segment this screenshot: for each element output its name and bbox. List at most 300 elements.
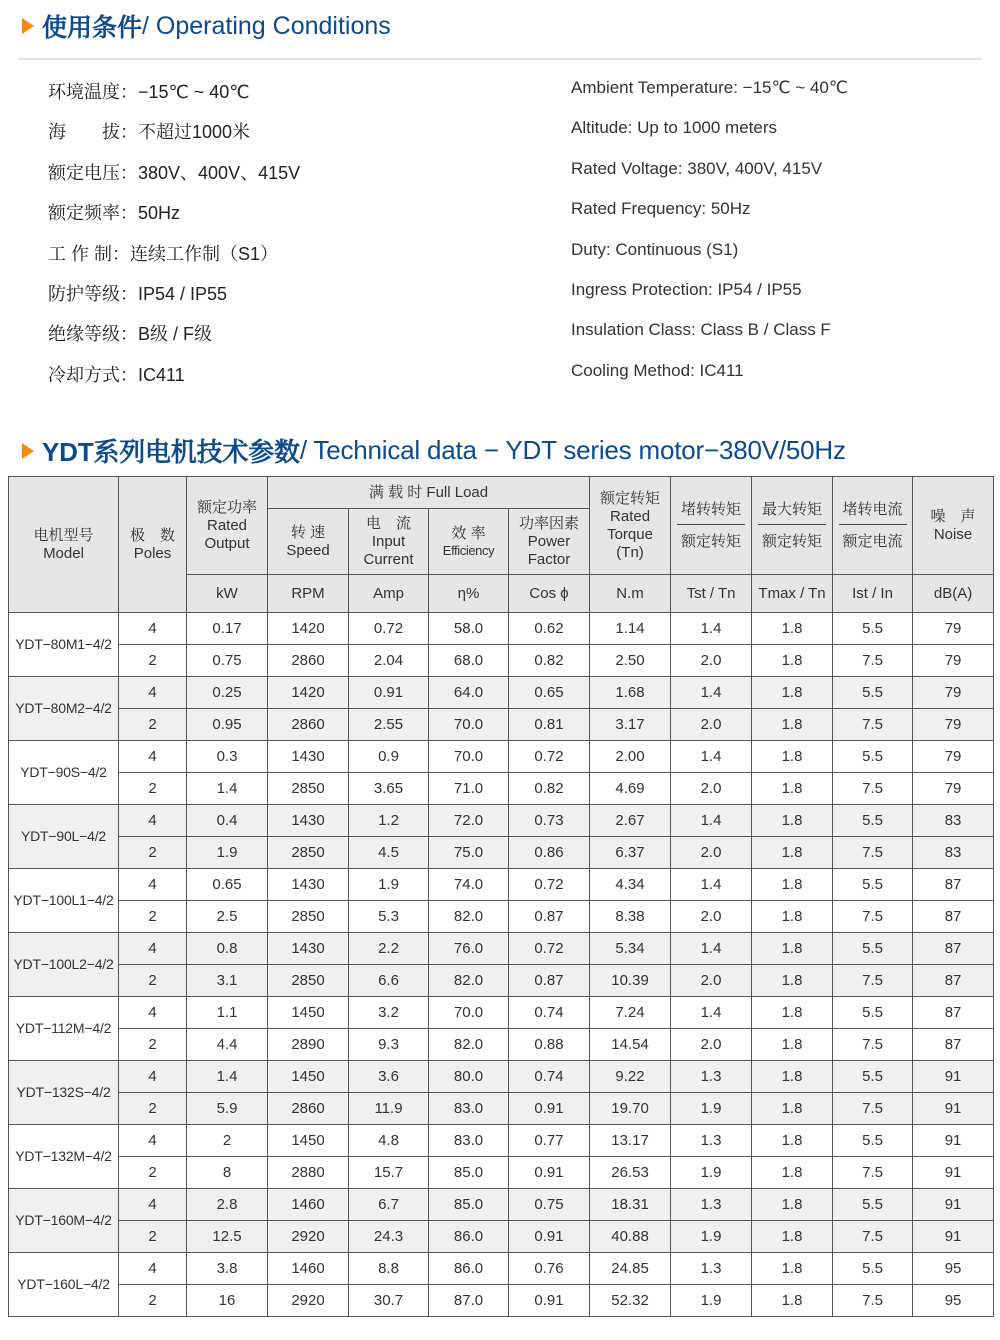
data-cell: 75.0: [429, 837, 509, 869]
data-cell: 83: [913, 805, 994, 837]
data-cell: 1.9: [187, 837, 268, 869]
condition-item: 额定电压：380V、400V、415V: [48, 162, 301, 183]
model-cell: YDT−132S−4/2: [9, 1061, 119, 1125]
header-noise: [913, 477, 994, 575]
data-cell: 1.4: [671, 997, 752, 1029]
data-cell: 3.2: [349, 997, 429, 1029]
data-cell: 7.5: [833, 773, 913, 805]
data-cell: 2.0: [671, 773, 752, 805]
header-efficiency: [429, 509, 509, 575]
model-cell: YDT−90L−4/2: [9, 805, 119, 869]
data-cell: 2.00: [590, 741, 671, 773]
data-cell: 1.8: [752, 1189, 833, 1221]
data-cell: 30.7: [349, 1285, 429, 1317]
data-cell: 13.17: [590, 1125, 671, 1157]
data-cell: 91: [913, 1125, 994, 1157]
data-cell: 71.0: [429, 773, 509, 805]
table-row: [9, 1221, 994, 1253]
data-cell: 70.0: [429, 709, 509, 741]
data-cell: 1420: [268, 613, 349, 645]
condition-item: 冷却方式：IC411: [48, 364, 185, 385]
data-cell: 7.5: [833, 645, 913, 677]
model-group: [9, 997, 994, 1061]
condition-item: Rated Frequency: 50Hz: [571, 199, 751, 219]
data-cell: 2920: [268, 1285, 349, 1317]
technical-data-table: [8, 476, 994, 1317]
data-cell: 0.91: [349, 677, 429, 709]
header-cn: 效 率: [451, 524, 486, 542]
header-cn: 极 数: [129, 526, 175, 544]
header-cn: 噪 声: [930, 507, 976, 525]
data-cell: 2920: [268, 1221, 349, 1253]
data-cell: 9.22: [590, 1061, 671, 1093]
data-cell: 2.50: [590, 645, 671, 677]
data-cell: 0.74: [509, 1061, 590, 1093]
model-group: [9, 1189, 994, 1253]
data-cell: 2: [187, 1125, 268, 1157]
data-cell: 87: [913, 1029, 994, 1061]
data-cell: 2: [119, 1157, 187, 1189]
data-cell: 1.1: [187, 997, 268, 1029]
unit-cell: Cos ϕ: [509, 575, 590, 613]
header-en: Efficiency: [442, 542, 495, 558]
data-cell: 2.0: [671, 1029, 752, 1061]
data-cell: 7.5: [833, 1029, 913, 1061]
data-cell: 1.68: [590, 677, 671, 709]
data-cell: 1.9: [671, 1221, 752, 1253]
table-row: [9, 997, 994, 1029]
data-cell: 2: [119, 965, 187, 997]
table-row: [9, 1157, 994, 1189]
data-cell: 40.88: [590, 1221, 671, 1253]
data-cell: 91: [913, 1157, 994, 1189]
data-cell: 6.37: [590, 837, 671, 869]
data-cell: 3.65: [349, 773, 429, 805]
table-row: [9, 709, 994, 741]
divider: [18, 58, 982, 60]
table-row: [9, 933, 994, 965]
data-cell: 80.0: [429, 1061, 509, 1093]
header-en: Factor: [527, 550, 571, 568]
condition-item: Ingress Protection: IP54 / IP55: [571, 279, 802, 299]
data-cell: 0.17: [187, 613, 268, 645]
data-cell: 0.72: [509, 933, 590, 965]
data-cell: 0.81: [509, 709, 590, 741]
data-cell: 7.5: [833, 837, 913, 869]
condition-item: 防护等级：IP54 / IP55: [48, 283, 228, 304]
data-cell: 87: [913, 901, 994, 933]
data-cell: 1.8: [752, 677, 833, 709]
header-en: Power: [527, 532, 571, 550]
data-cell: 1.3: [671, 1061, 752, 1093]
data-cell: 2860: [268, 645, 349, 677]
unit-cell: dB(A): [913, 575, 994, 613]
data-cell: 7.5: [833, 709, 913, 741]
data-cell: 1.8: [752, 965, 833, 997]
data-cell: 2.0: [671, 965, 752, 997]
data-cell: 2: [119, 645, 187, 677]
data-cell: 7.5: [833, 1093, 913, 1125]
header-power-factor: [509, 509, 590, 575]
header-en: Output: [204, 534, 250, 552]
data-cell: 1460: [268, 1253, 349, 1285]
condition-item: Rated Voltage: 380V, 400V, 415V: [571, 158, 823, 178]
data-cell: 1.9: [349, 869, 429, 901]
data-cell: 0.91: [509, 1093, 590, 1125]
data-cell: 5.5: [833, 677, 913, 709]
header-poles: [119, 477, 187, 613]
data-cell: 4: [119, 613, 187, 645]
data-cell: 2880: [268, 1157, 349, 1189]
data-cell: 2.0: [671, 837, 752, 869]
data-cell: 15.7: [349, 1157, 429, 1189]
data-cell: 0.65: [509, 677, 590, 709]
data-cell: 1.9: [671, 1093, 752, 1125]
data-cell: 87: [913, 965, 994, 997]
data-cell: 0.88: [509, 1029, 590, 1061]
data-cell: 95: [913, 1285, 994, 1317]
data-cell: 91: [913, 1221, 994, 1253]
header-en: Poles: [133, 544, 172, 562]
data-cell: 0.74: [509, 997, 590, 1029]
header-en: Rated: [206, 516, 248, 534]
unit-cell: kW: [187, 575, 268, 613]
data-cell: 0.91: [509, 1285, 590, 1317]
header-en: Speed: [286, 541, 330, 559]
data-cell: 76.0: [429, 933, 509, 965]
title-en: / Technical data − YDT series motor−380V/50Hz: [299, 435, 846, 465]
operating-conditions-title: [22, 8, 391, 44]
header-locked-torque-ratio: [671, 477, 752, 575]
data-cell: 0.77: [509, 1125, 590, 1157]
data-cell: 79: [913, 741, 994, 773]
header-current: [349, 509, 429, 575]
data-cell: 4.69: [590, 773, 671, 805]
header-locked-current-ratio: [833, 477, 913, 575]
table-row: [9, 869, 994, 901]
data-cell: 0.25: [187, 677, 268, 709]
data-cell: 87.0: [429, 1285, 509, 1317]
header-en: Current: [363, 550, 414, 568]
conditions-en-list: [571, 78, 848, 401]
condition-item: 工 作 制：连续工作制（S1）: [48, 243, 279, 264]
data-cell: 5.34: [590, 933, 671, 965]
data-cell: 16: [187, 1285, 268, 1317]
data-cell: 91: [913, 1061, 994, 1093]
data-cell: 2.2: [349, 933, 429, 965]
data-cell: 0.91: [509, 1157, 590, 1189]
data-cell: 0.95: [187, 709, 268, 741]
data-cell: 5.5: [833, 1189, 913, 1221]
data-cell: 5.5: [833, 1061, 913, 1093]
data-cell: 1.3: [671, 1253, 752, 1285]
data-cell: 24.3: [349, 1221, 429, 1253]
data-cell: 0.62: [509, 613, 590, 645]
data-cell: 1.4: [187, 773, 268, 805]
fraction: [839, 501, 907, 551]
data-cell: 1450: [268, 1125, 349, 1157]
model-cell: YDT−100L2−4/2: [9, 933, 119, 997]
model-group: [9, 613, 994, 677]
title-cn: 使用条件: [42, 14, 143, 42]
header-cn: 功率因素: [519, 514, 580, 532]
data-cell: 79: [913, 677, 994, 709]
condition-item: 绝缘等级：B级 / F级: [48, 324, 213, 345]
data-cell: 91: [913, 1189, 994, 1221]
header-en: Input: [371, 532, 406, 550]
condition-item: 环境温度：−15℃ ~ 40℃: [48, 82, 250, 102]
data-cell: 74.0: [429, 869, 509, 901]
data-cell: 79: [913, 613, 994, 645]
data-cell: 4.5: [349, 837, 429, 869]
fraction-numerator: 最大转矩: [758, 501, 826, 525]
data-cell: 10.39: [590, 965, 671, 997]
data-cell: 5.3: [349, 901, 429, 933]
data-cell: 70.0: [429, 997, 509, 1029]
data-cell: 4: [119, 741, 187, 773]
data-cell: 0.65: [187, 869, 268, 901]
data-cell: 1.8: [752, 1125, 833, 1157]
model-cell: YDT−80M1−4/2: [9, 613, 119, 677]
data-cell: 2: [119, 709, 187, 741]
data-cell: 1.8: [752, 805, 833, 837]
data-cell: 1.8: [752, 837, 833, 869]
data-cell: 2.04: [349, 645, 429, 677]
data-cell: 0.3: [187, 741, 268, 773]
table-row: [9, 1061, 994, 1093]
fraction-denominator: 额定转矩: [762, 532, 823, 550]
data-cell: 52.32: [590, 1285, 671, 1317]
data-cell: 83: [913, 837, 994, 869]
data-cell: 4: [119, 677, 187, 709]
table-row: [9, 965, 994, 997]
triangle-bullet-icon: [22, 443, 34, 459]
condition-item: Duty: Continuous (S1): [571, 239, 739, 259]
table-row: [9, 805, 994, 837]
table-row: [9, 645, 994, 677]
condition-item: Insulation Class: Class B / Class F: [571, 320, 831, 340]
data-cell: 7.24: [590, 997, 671, 1029]
data-cell: 2.0: [671, 645, 752, 677]
data-cell: 1.8: [752, 1061, 833, 1093]
data-cell: 4: [119, 869, 187, 901]
data-cell: 2.5: [187, 901, 268, 933]
data-cell: 86.0: [429, 1253, 509, 1285]
data-cell: 0.72: [509, 869, 590, 901]
data-cell: 79: [913, 709, 994, 741]
data-cell: 0.75: [509, 1189, 590, 1221]
data-cell: 2860: [268, 1093, 349, 1125]
header-full-load: 满 载 时 Full Load: [268, 477, 590, 509]
table-row: [9, 1125, 994, 1157]
model-cell: YDT−160M−4/2: [9, 1189, 119, 1253]
unit-cell: N.m: [590, 575, 671, 613]
model-group: [9, 1125, 994, 1189]
fraction: [758, 501, 826, 551]
data-cell: 0.75: [187, 645, 268, 677]
data-cell: 4: [119, 1253, 187, 1285]
data-cell: 82.0: [429, 901, 509, 933]
data-cell: 2.0: [671, 901, 752, 933]
data-cell: 1.8: [752, 933, 833, 965]
data-cell: 1450: [268, 997, 349, 1029]
data-cell: 1.8: [752, 645, 833, 677]
model-group: [9, 805, 994, 869]
data-cell: 0.9: [349, 741, 429, 773]
data-cell: 1.8: [752, 773, 833, 805]
data-cell: 1.4: [187, 1061, 268, 1093]
unit-cell: η%: [429, 575, 509, 613]
data-cell: 26.53: [590, 1157, 671, 1189]
data-cell: 2: [119, 1093, 187, 1125]
data-cell: 87: [913, 869, 994, 901]
data-cell: 2: [119, 901, 187, 933]
data-cell: 1.4: [671, 741, 752, 773]
data-cell: 4: [119, 1125, 187, 1157]
data-cell: 3.6: [349, 1061, 429, 1093]
data-cell: 1.4: [671, 869, 752, 901]
data-cell: 4: [119, 997, 187, 1029]
data-cell: 4.34: [590, 869, 671, 901]
table-row: [9, 1093, 994, 1125]
model-cell: YDT−160L−4/2: [9, 1253, 119, 1317]
data-cell: 0.87: [509, 901, 590, 933]
data-cell: 1.8: [752, 1253, 833, 1285]
fraction-numerator: 堵转转矩: [677, 501, 745, 525]
unit-cell: Amp: [349, 575, 429, 613]
header-en: Noise: [933, 525, 973, 543]
data-cell: 83.0: [429, 1125, 509, 1157]
data-cell: 2: [119, 1029, 187, 1061]
model-cell: YDT−90S−4/2: [9, 741, 119, 805]
data-cell: 0.76: [509, 1253, 590, 1285]
data-cell: 0.82: [509, 773, 590, 805]
table-row: [9, 901, 994, 933]
table-row: [9, 741, 994, 773]
fraction: [677, 501, 745, 551]
condition-item: 海 拔：不超过1000米: [48, 122, 251, 143]
data-cell: 1460: [268, 1189, 349, 1221]
header-max-torque-ratio: [752, 477, 833, 575]
data-cell: 7.5: [833, 1221, 913, 1253]
data-cell: 0.91: [509, 1221, 590, 1253]
data-cell: 5.5: [833, 613, 913, 645]
data-cell: 1.8: [752, 1029, 833, 1061]
data-cell: 1.8: [752, 1157, 833, 1189]
data-cell: 1430: [268, 805, 349, 837]
data-cell: 0.87: [509, 965, 590, 997]
unit-cell: Tst / Tn: [671, 575, 752, 613]
data-cell: 2: [119, 837, 187, 869]
data-cell: 83.0: [429, 1093, 509, 1125]
data-cell: 2850: [268, 773, 349, 805]
header-cn: 额定功率: [196, 498, 257, 516]
data-cell: 2.0: [671, 709, 752, 741]
model-cell: YDT−132M−4/2: [9, 1125, 119, 1189]
data-cell: 64.0: [429, 677, 509, 709]
table-row: [9, 773, 994, 805]
model-group: [9, 741, 994, 805]
header-cn: 额定转矩: [600, 489, 661, 507]
data-cell: 2.55: [349, 709, 429, 741]
data-cell: 85.0: [429, 1157, 509, 1189]
header-rated-torque: [590, 477, 671, 575]
model-group: [9, 869, 994, 933]
data-cell: 2.8: [187, 1189, 268, 1221]
data-cell: 1.4: [671, 933, 752, 965]
model-cell: YDT−112M−4/2: [9, 997, 119, 1061]
data-cell: 5.5: [833, 1253, 913, 1285]
data-cell: 1430: [268, 741, 349, 773]
data-cell: 2890: [268, 1029, 349, 1061]
data-cell: 1.2: [349, 805, 429, 837]
data-cell: 2850: [268, 965, 349, 997]
condition-item: Cooling Method: IC411: [571, 360, 744, 380]
model-group: [9, 1061, 994, 1125]
header-cn: 电 流: [365, 514, 411, 532]
data-cell: 1450: [268, 1061, 349, 1093]
condition-item: Altitude: Up to 1000 meters: [571, 118, 778, 138]
header-en: Model: [43, 544, 84, 562]
model-cell: YDT−100L1−4/2: [9, 869, 119, 933]
data-cell: 82.0: [429, 965, 509, 997]
unit-cell: Ist / In: [833, 575, 913, 613]
data-cell: 1.8: [752, 869, 833, 901]
data-cell: 3.8: [187, 1253, 268, 1285]
data-cell: 4.4: [187, 1029, 268, 1061]
data-cell: 5.5: [833, 933, 913, 965]
data-cell: 1.8: [752, 1221, 833, 1253]
data-cell: 5.5: [833, 805, 913, 837]
data-cell: 79: [913, 773, 994, 805]
data-cell: 79: [913, 645, 994, 677]
data-cell: 95: [913, 1253, 994, 1285]
data-cell: 3.1: [187, 965, 268, 997]
data-cell: 4: [119, 1189, 187, 1221]
data-cell: 0.72: [509, 741, 590, 773]
fraction-denominator: 额定电流: [842, 532, 903, 550]
data-cell: 8.8: [349, 1253, 429, 1285]
data-cell: 68.0: [429, 645, 509, 677]
data-cell: 72.0: [429, 805, 509, 837]
data-cell: 82.0: [429, 1029, 509, 1061]
data-cell: 1.9: [671, 1285, 752, 1317]
data-cell: 0.82: [509, 645, 590, 677]
conditions-cn-list: [48, 78, 300, 401]
data-cell: 3.17: [590, 709, 671, 741]
data-cell: 2: [119, 1285, 187, 1317]
data-cell: 1.4: [671, 613, 752, 645]
data-cell: 5.5: [833, 869, 913, 901]
data-cell: 7.5: [833, 901, 913, 933]
data-cell: 7.5: [833, 1157, 913, 1189]
data-cell: 1.8: [752, 613, 833, 645]
data-cell: 6.6: [349, 965, 429, 997]
data-cell: 58.0: [429, 613, 509, 645]
data-cell: 85.0: [429, 1189, 509, 1221]
header-en: Rated: [610, 507, 651, 525]
table-row: [9, 837, 994, 869]
data-cell: 1.4: [671, 805, 752, 837]
data-cell: 1.9: [671, 1157, 752, 1189]
header-cn: 电机型号: [33, 526, 94, 544]
title-en: / Operating Conditions: [142, 11, 391, 40]
data-cell: 2850: [268, 837, 349, 869]
header-rated-output: [187, 477, 268, 575]
data-cell: 91: [913, 1093, 994, 1125]
header-en: (Tn): [616, 543, 644, 561]
header-speed: [268, 509, 349, 575]
